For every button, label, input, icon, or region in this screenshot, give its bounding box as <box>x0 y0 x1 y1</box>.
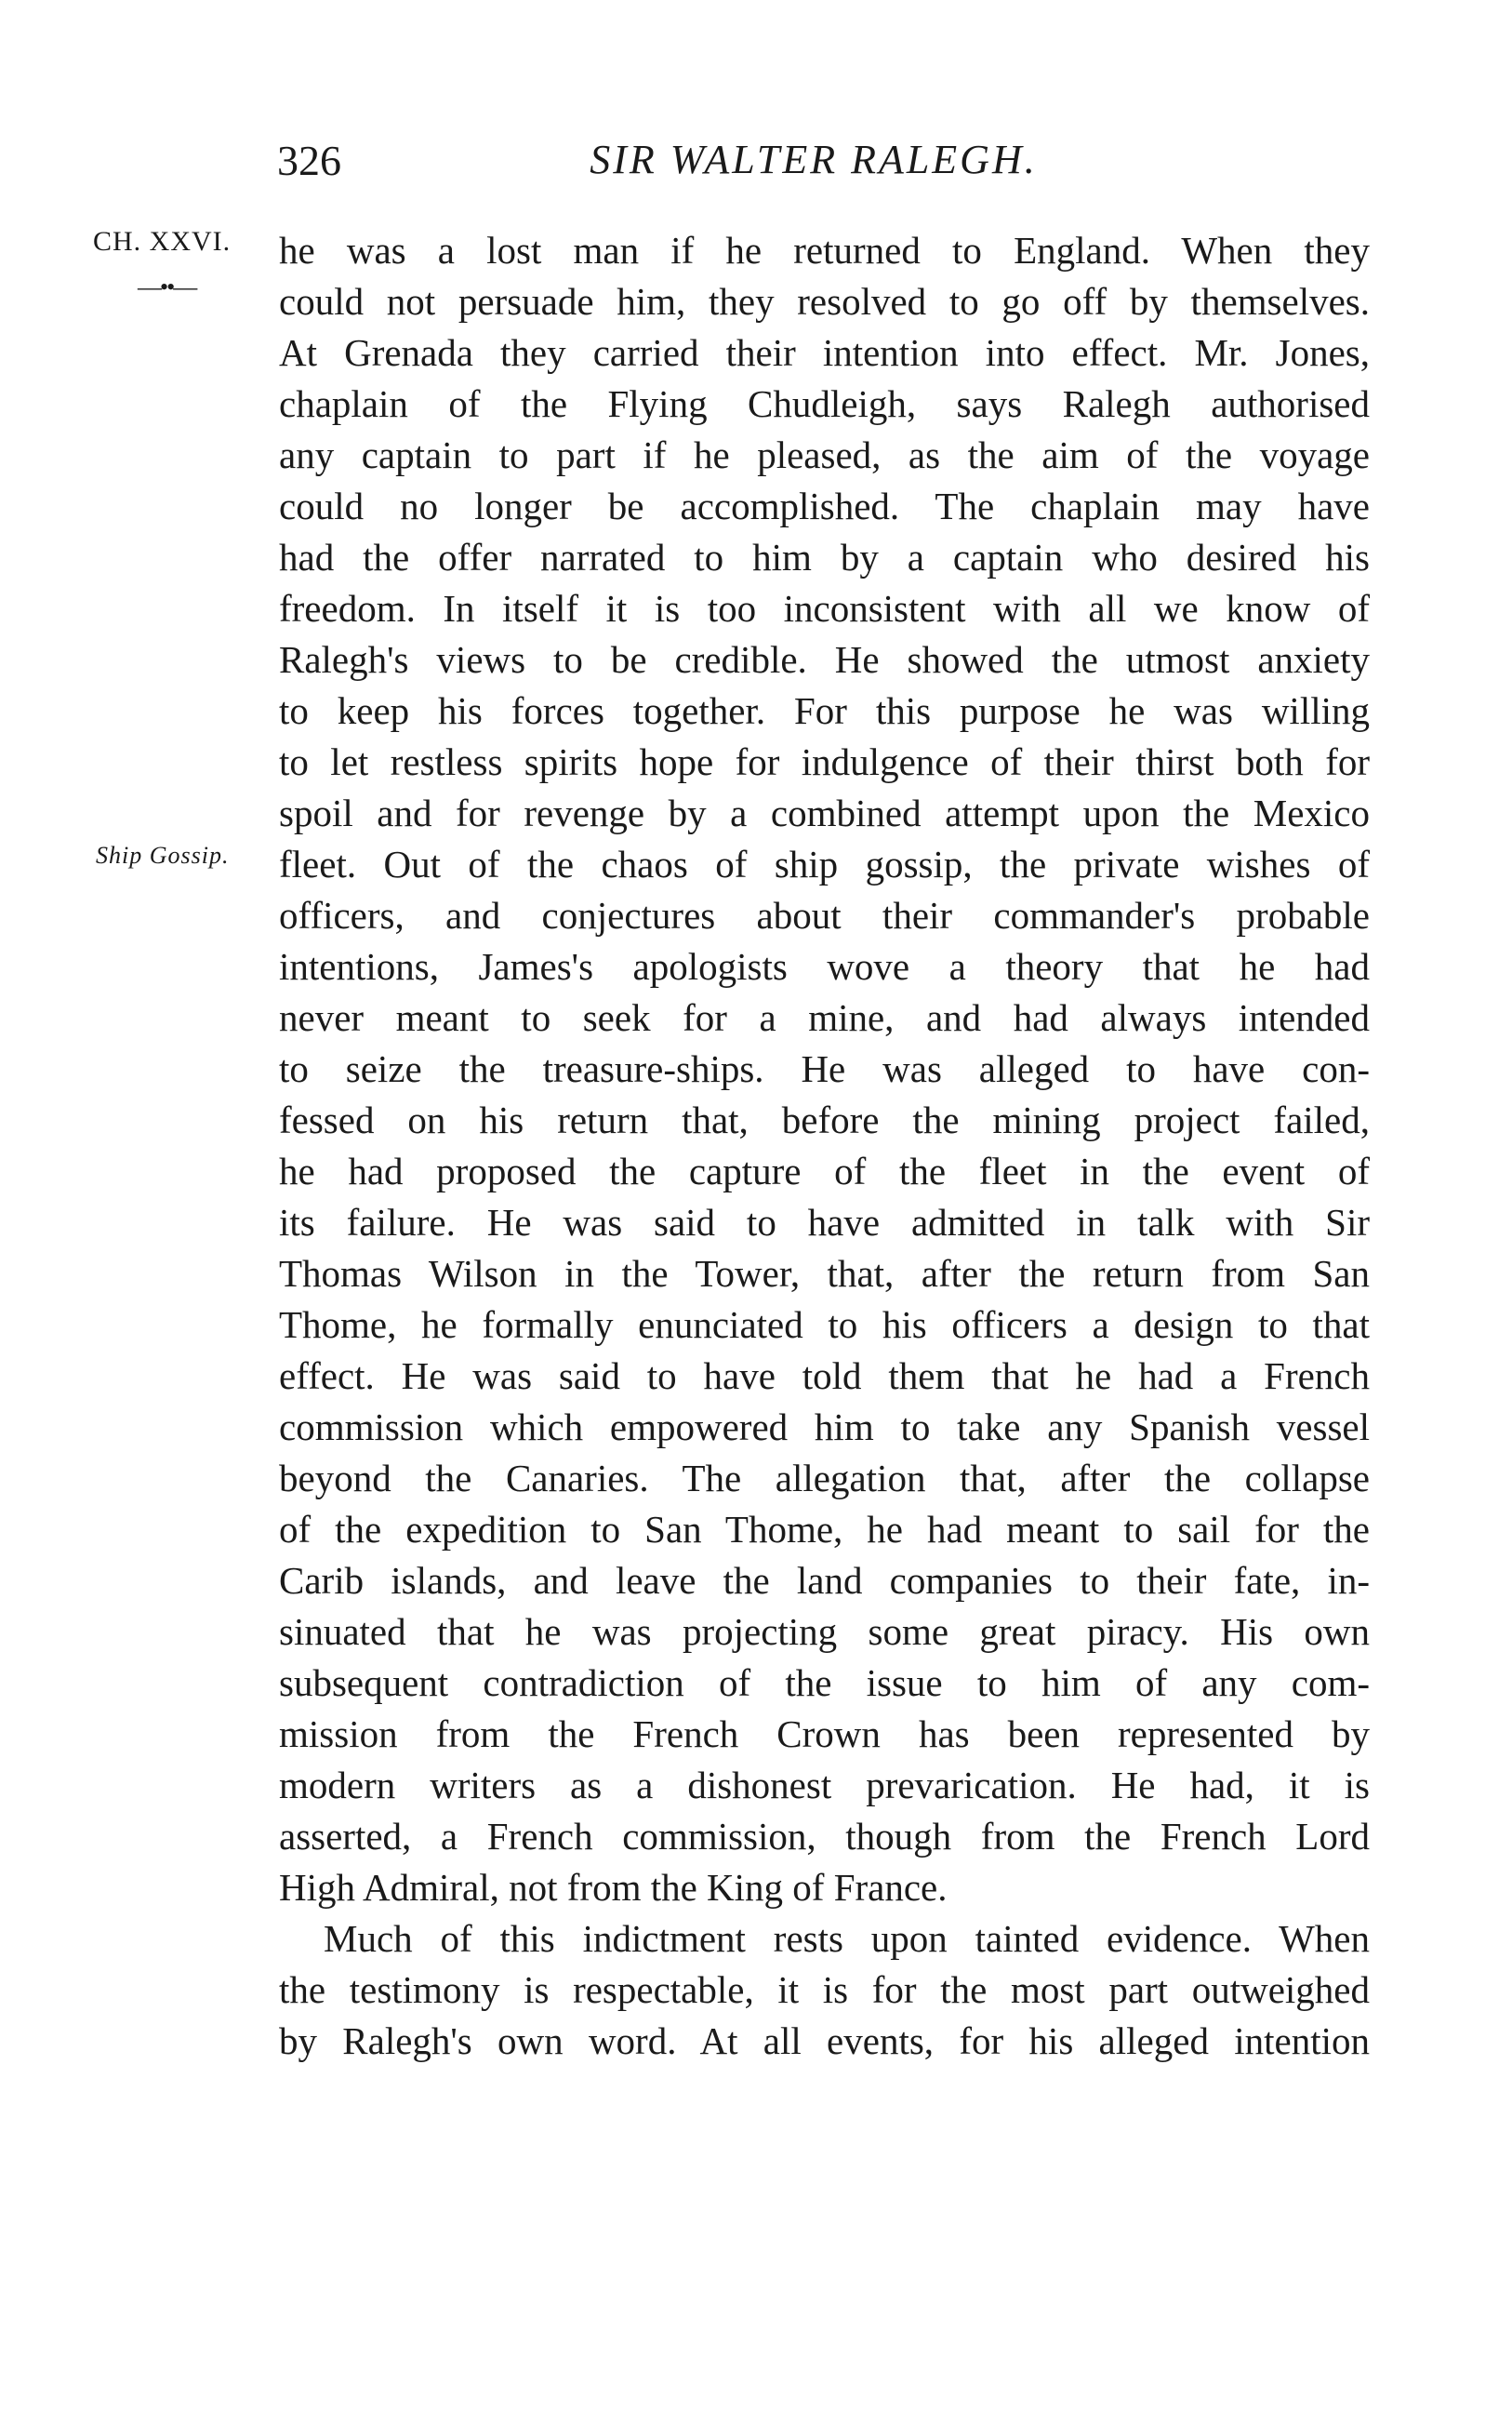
text-line: Thome, he formally enunciated to his officers a design to that <box>279 1303 1370 1346</box>
text-line: to seize the treasure-ships. He was alleged to have con- <box>279 1047 1370 1090</box>
margin-ornament: —••— <box>138 273 196 300</box>
text-line: subsequent contradiction of the issue to him of any com- <box>279 1661 1370 1704</box>
text-line: its failure. He was said to have admitted in talk with Sir <box>279 1201 1370 1244</box>
text-line: fessed on his return that, before the mining project failed, <box>279 1099 1370 1141</box>
margin-chapter-label: CH. XXVI. <box>93 226 232 257</box>
text-line: effect. He was said to have told them that he had a French <box>279 1354 1370 1397</box>
text-line: chaplain of the Flying Chudleigh, says Ralegh authorised <box>279 382 1370 425</box>
text-line: intentions, James's apologists wove a theory that he had <box>279 945 1370 988</box>
text-line: Carib islands, and leave the land companies to their fate, in- <box>279 1559 1370 1602</box>
text-line: High Admiral, not from the King of France. <box>279 1866 948 1909</box>
text-line: modern writers as a dishonest prevarication. He had, it is <box>279 1764 1370 1806</box>
running-head: SIR WALTER RALEGH. <box>590 137 1038 182</box>
text-line: could no longer be accomplished. The chaplain may have <box>279 485 1370 527</box>
text-line: to keep his forces together. For this purpose he was willing <box>279 689 1370 732</box>
body-text <box>279 225 1370 2067</box>
text-line: Thomas Wilson in the Tower, that, after the return from San <box>279 1252 1370 1295</box>
text-line: could not persuade him, they resolved to go off by themselves. <box>279 280 1370 323</box>
text-line: mission from the French Crown has been represented by <box>279 1712 1370 1755</box>
text-line: Ralegh's views to be credible. He showed the utmost anxiety <box>279 638 1370 681</box>
text-line: sinuated that he was projecting some great piracy. His own <box>279 1610 1370 1653</box>
text-line: officers, and conjectures about their commander's probable <box>279 894 1370 937</box>
text-line: to let restless spirits hope for indulgence of their thirst both for <box>279 740 1370 783</box>
text-line: he had proposed the capture of the fleet in the event of <box>279 1150 1370 1192</box>
text-line: freedom. In itself it is too inconsistent with all we know of <box>279 587 1370 630</box>
text-line: At Grenada they carried their intention into effect. Mr. Jones, <box>279 331 1370 374</box>
text-line: he was a lost man if he returned to England. When they <box>279 229 1370 272</box>
margin-side-note: Ship Gossip. <box>96 842 230 869</box>
text-line: of the expedition to San Thome, he had meant to sail for the <box>279 1508 1370 1551</box>
text-line: fleet. Out of the chaos of ship gossip, the private wishes of <box>279 843 1370 886</box>
text-line: asserted, a French commission, though from the French Lord <box>279 1815 1370 1858</box>
text-line: by Ralegh's own word. At all events, for his alleged intention <box>279 2019 1370 2062</box>
text-line: Much of this indictment rests upon tainted evidence. When <box>324 1917 1370 1960</box>
text-line: commission which empowered him to take any Spanish vessel <box>279 1405 1370 1448</box>
text-line: beyond the Canaries. The allegation that, after the collapse <box>279 1457 1370 1499</box>
text-line: the testimony is respectable, it is for the most part outweighed <box>279 1968 1370 2011</box>
text-line: had the offer narrated to him by a captain who desired his <box>279 536 1370 579</box>
text-line: any captain to part if he pleased, as the aim of the voyage <box>279 433 1370 476</box>
page-number: 326 <box>277 137 341 184</box>
text-line: never meant to seek for a mine, and had always intended <box>279 996 1370 1039</box>
text-line: spoil and for revenge by a combined attempt upon the Mexico <box>279 792 1370 834</box>
